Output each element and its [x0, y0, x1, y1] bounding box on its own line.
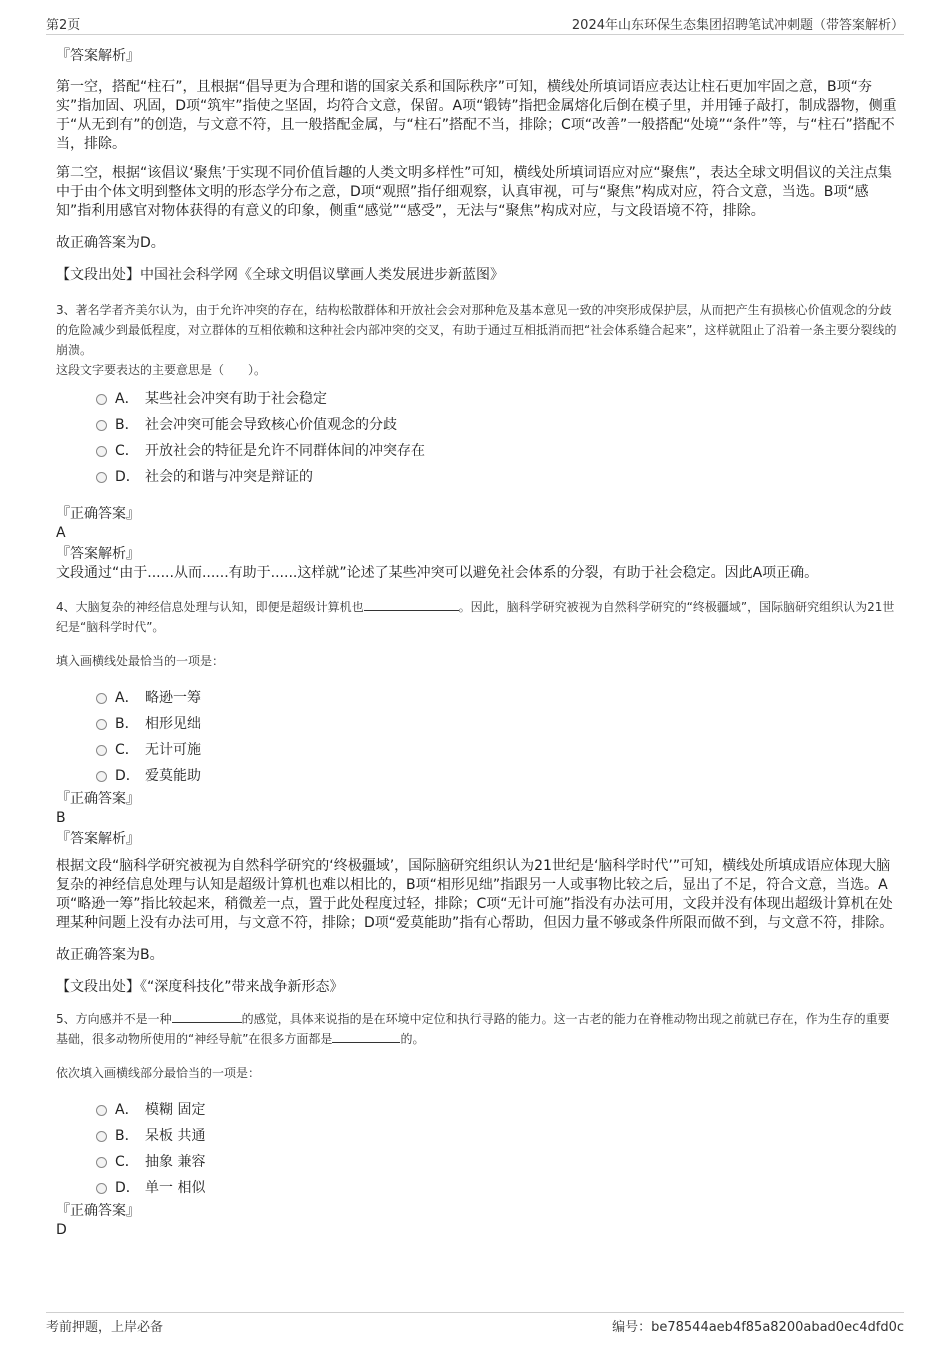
page-footer	[46, 1312, 904, 1337]
option-d[interactable]: D． 社会的和谐与冲突是辩证的	[96, 464, 898, 490]
question-4-options	[96, 685, 898, 789]
question-5-text: 5、方向感并不是一种 的感觉，具体来说指的是在环境中定位和执行寻路的能力。这一古老的能力在脊椎动物出现之前就已存在，作为生存的重要基础，很多动物所使用的“神经导航”在很多方面都是 的。	[56, 1012, 890, 1046]
question-4-analysis: 根据文段“脑科学研究被视为自然科学研究的‘终极疆域’，国际脑研究组织认为21世纪是‘脑科学时代’”可知，横线处所填成语应体现大脑复杂的神经信息处理与认知是超级计算机也难以相比的，B项“相形见绌”指跟另一人或事物比较之后，显出了不足，符合文意，当选。A项“略逊一筹”指比较起来，稍微差一点，置于此处程度过轻，排除；C项“无计可施”指没有办法可用，文段并没有体现出超级计算机在处理某种问题上没有办法可用，与文意不符，排除；D项“爱莫能助”指有心帮助，但因力量不够或条件所限而做不到，与文意不符，排除。	[56, 858, 894, 931]
question-4-text: 4、大脑复杂的神经信息处理与认知，即便是超级计算机也 。因此，脑科学研究被视为自然科学研究的“终极疆域”，国际脑研究组织认为21世纪是“脑科学时代”。	[56, 600, 895, 634]
question-3-options	[96, 386, 898, 490]
analysis-label: 『答案解析』	[56, 48, 140, 64]
option-b[interactable]: B． 相形见绌	[96, 711, 898, 737]
radio-icon[interactable]	[96, 771, 107, 782]
question-4-prompt: 填入画横线处最恰当的一项是：	[56, 654, 225, 668]
page-number: 第2页	[46, 18, 81, 33]
correct-answer: B	[56, 810, 66, 826]
question-3-prompt: 这段文字要表达的主要意思是（ ）。	[56, 363, 267, 377]
radio-icon[interactable]	[96, 719, 107, 730]
radio-icon[interactable]	[96, 420, 107, 431]
radio-icon[interactable]	[96, 394, 107, 405]
analysis-label: 『答案解析』	[56, 546, 140, 562]
correct-answer: D	[56, 1222, 67, 1238]
question-3-text: 3、著名学者齐美尔认为，由于允许冲突的存在，结构松散群体和开放社会会对那种危及基本意见一致的冲突形成保护层，从而把产生有损核心价值观念的分歧的危险减少到最低程度，对立群体的互相依赖和这种社会内部冲突的交叉，有助于通过互相抵消而把“社会体系缝合起来”，这样就阻止了沿着一条主要分裂线的崩溃。	[56, 303, 897, 357]
document-id: 编号：be78544aeb4f85a8200abad0ec4dfd0c	[612, 1320, 904, 1335]
analysis-paragraph-1: 第一空，搭配“柱石”，且根据“倡导更为合理和谐的国家关系和国际秩序”可知，横线处所填词语应表达让柱石更加牢固之意，B项“夯实”指加固、巩固，D项“筑牢”指使之坚固，均符合文意，保留。A项“锻铸”指把金属熔化后倒在模子里，并用锤子敲打，制成器物，侧重于“从无到有”的创造，与文意不符，且一般搭配金属，与“柱石”搭配不当，排除；C项“改善”一般搭配“处境”“条件”等，与“柱石”搭配不当，排除。	[56, 79, 897, 152]
option-c[interactable]: C． 抽象 兼容	[96, 1149, 898, 1175]
answer-blank	[364, 598, 459, 611]
answer-blank	[172, 1010, 242, 1023]
option-a[interactable]: A． 某些社会冲突有助于社会稳定	[96, 386, 898, 412]
source-citation: 【文段出处】中国社会科学网《全球文明倡议擘画人类发展进步新蓝图》	[56, 267, 504, 283]
page-header	[46, 14, 904, 35]
document-body	[56, 46, 898, 1239]
radio-icon[interactable]	[96, 1183, 107, 1194]
option-a[interactable]: A． 模糊 固定	[96, 1097, 898, 1123]
option-a[interactable]: A． 略逊一筹	[96, 685, 898, 711]
question-5-options	[96, 1097, 898, 1201]
conclusion: 故正确答案为B。	[56, 947, 164, 963]
radio-icon[interactable]	[96, 1157, 107, 1168]
correct-answer-label: 『正确答案』	[56, 506, 140, 522]
option-b[interactable]: B． 社会冲突可能会导致核心价值观念的分歧	[96, 412, 898, 438]
conclusion: 故正确答案为D。	[56, 235, 165, 251]
correct-answer-label: 『正确答案』	[56, 791, 140, 807]
radio-icon[interactable]	[96, 1105, 107, 1116]
radio-icon[interactable]	[96, 446, 107, 457]
footer-slogan: 考前押题，上岸必备	[46, 1320, 164, 1335]
option-d[interactable]: D． 单一 相似	[96, 1175, 898, 1201]
analysis-label: 『答案解析』	[56, 831, 140, 847]
source-citation: 【文段出处】《“深度科技化”带来战争新形态》	[56, 979, 344, 995]
radio-icon[interactable]	[96, 472, 107, 483]
radio-icon[interactable]	[96, 745, 107, 756]
analysis-paragraph-2: 第二空，根据“该倡议‘聚焦’于实现不同价值旨趣的人类文明多样性”可知，横线处所填词语应对应“聚焦”，表达全球文明倡议的关注点集中于由个体文明到整体文明的形态学分布之意，D项“观照”指仔细观察，认真审视，可与“聚焦”构成对应，符合文意，当选。B项“感知”指利用感官对物体获得的有意义的印象，侧重“感觉”“感受”，无法与“聚焦”构成对应，与文段语境不符，排除。	[56, 165, 892, 219]
question-5-prompt: 依次填入画横线部分最恰当的一项是：	[56, 1066, 261, 1080]
correct-answer: A	[56, 525, 66, 541]
radio-icon[interactable]	[96, 1131, 107, 1142]
option-c[interactable]: C． 开放社会的特征是允许不同群体间的冲突存在	[96, 438, 898, 464]
document-title: 2024年山东环保生态集团招聘笔试冲刺题（带答案解析）	[571, 18, 904, 33]
option-d[interactable]: D． 爱莫能助	[96, 763, 898, 789]
radio-icon[interactable]	[96, 693, 107, 704]
question-3-analysis: 文段通过“由于......从而......有助于......这样就”论述了某些冲突可以避免社会体系的分裂，有助于社会稳定。因此A项正确。	[56, 565, 819, 581]
option-c[interactable]: C． 无计可施	[96, 737, 898, 763]
option-b[interactable]: B． 呆板 共通	[96, 1123, 898, 1149]
correct-answer-label: 『正确答案』	[56, 1203, 140, 1219]
answer-blank	[332, 1030, 400, 1043]
